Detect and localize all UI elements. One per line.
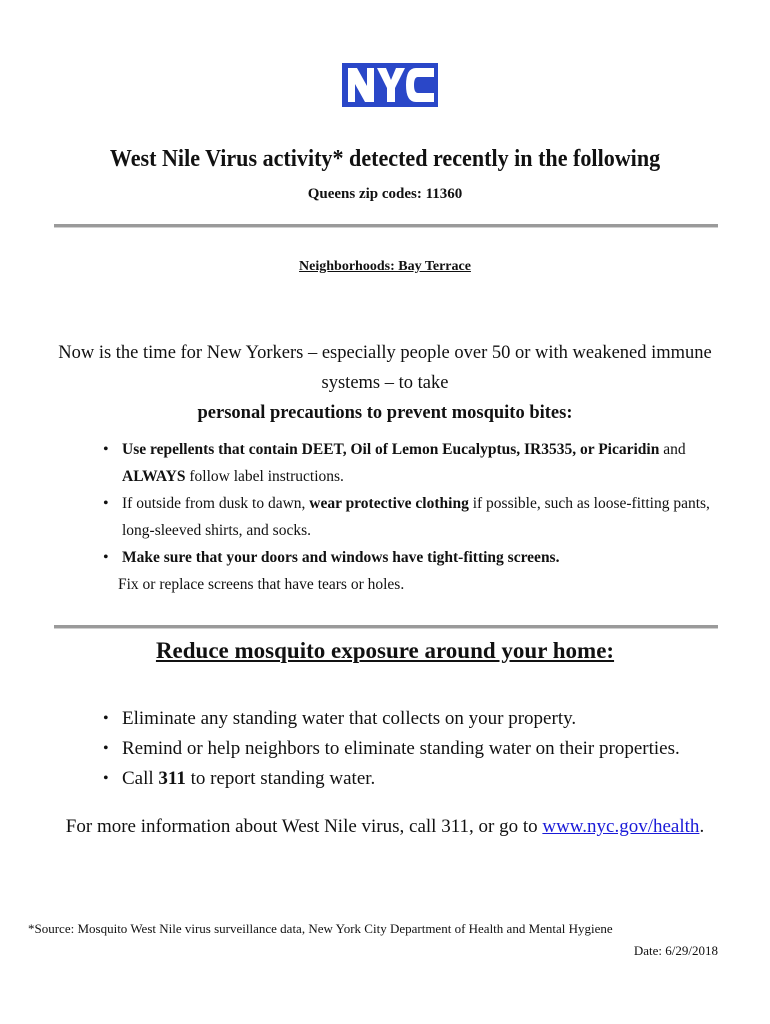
- home-tips-list: [103, 704, 723, 794]
- source-note: *Source: Mosquito West Nile virus surveillance data, New York City Department of Health and Mental Hygiene: [28, 921, 613, 936]
- bullet-icon: •: [103, 770, 109, 787]
- list-item: • Make sure that your doors and windows have tight-fitting screens.: [103, 544, 723, 571]
- bullet-icon: •: [103, 740, 109, 757]
- page-title: West Nile Virus activity* detected recently in the following: [109, 146, 661, 172]
- bullet-icon: •: [103, 495, 109, 512]
- more-info: For more information about West Nile virus, call 311, or go to www.nyc.gov/health.: [65, 816, 705, 837]
- screens-note: Fix or replace screens that have tears or holes.: [118, 576, 405, 593]
- zip-codes: Queens zip codes: 11360: [307, 186, 463, 202]
- document-date: Date: 6/29/2018: [633, 943, 718, 958]
- divider: [54, 625, 718, 629]
- bullet-icon: •: [103, 549, 109, 566]
- list-item: • Remind or help neighbors to eliminate standing water on their properties.: [103, 734, 723, 764]
- list-item: • Call 311 to report standing water.: [103, 764, 723, 794]
- health-link[interactable]: www.nyc.gov/health: [542, 816, 700, 837]
- divider: [54, 224, 718, 228]
- neighborhoods: Neighborhoods: Bay Terrace: [299, 259, 471, 274]
- intro-text: Now is the time for New Yorkers – especially people over 50 or with weakened immune systems – to take personal precautions to prevent mosquito bites:: [58, 343, 712, 423]
- list-item: • Use repellents that contain DEET, Oil of Lemon Eucalyptus, IR3535, or Picaridin and ALWAYS follow label instructions.: [103, 436, 723, 490]
- section-heading: Reduce mosquito exposure around your home:: [155, 638, 615, 663]
- bullet-icon: •: [103, 710, 109, 727]
- list-item: • If outside from dusk to dawn, wear protective clothing if possible, such as loose-fitting pants, long-sleeved shirts, and socks.: [103, 490, 723, 544]
- nyc-logo: [340, 60, 440, 110]
- precautions-list: [103, 436, 723, 598]
- bullet-icon: •: [103, 441, 109, 458]
- list-item: • Eliminate any standing water that collects on your property.: [103, 704, 723, 734]
